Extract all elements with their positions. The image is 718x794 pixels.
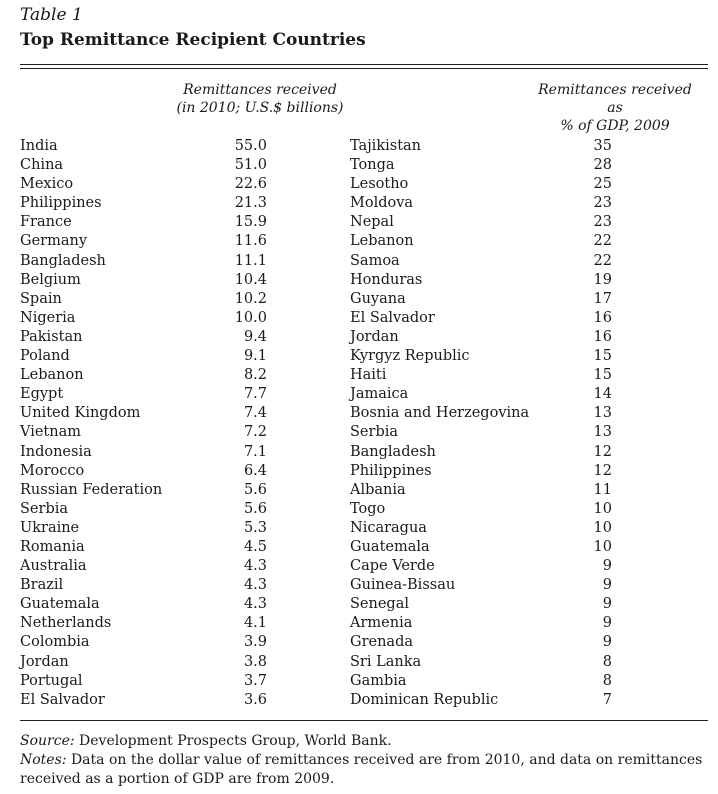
remittances-value: 6.4 <box>243 462 267 479</box>
gdp-share-value: 10 <box>593 500 612 517</box>
country-name-gdp-share: Guatemala <box>350 538 430 555</box>
country-name-remittances: Philippines <box>20 195 102 212</box>
table-row <box>0 519 718 538</box>
country-name-remittances: Indonesia <box>20 443 92 460</box>
table-row <box>0 538 718 557</box>
table-row <box>0 576 718 595</box>
table-row <box>0 653 718 672</box>
table-row <box>0 194 718 213</box>
table-row <box>0 137 718 156</box>
remittances-value: 21.3 <box>234 195 267 212</box>
remittances-value: 5.6 <box>243 500 267 517</box>
country-name-remittances: Russian Federation <box>20 481 163 498</box>
notes-text: Data on the dollar value of remittances received are from 2010, and data on remittances received as a portion of GDP are from 2009. <box>20 752 703 787</box>
remittances-value: 10.2 <box>234 290 267 307</box>
notes-label: Notes: <box>20 752 67 768</box>
remittances-value: 11.6 <box>234 233 267 250</box>
country-name-remittances: United Kingdom <box>20 405 141 422</box>
country-name-gdp-share: Tajikistan <box>350 138 421 154</box>
country-name-gdp-share: Moldova <box>350 195 414 212</box>
country-name-gdp-share: Nepal <box>350 214 394 231</box>
column-header-line: % of GDP, 2009 <box>560 118 670 134</box>
country-name-remittances: Romania <box>20 538 85 555</box>
gdp-share-value: 9 <box>602 615 612 632</box>
country-name-gdp-share: Sri Lanka <box>350 653 422 670</box>
remittances-value: 11.1 <box>234 252 267 269</box>
gdp-share-value: 16 <box>593 309 612 326</box>
gdp-share-value: 7 <box>602 691 612 708</box>
gdp-share-value: 9 <box>602 634 612 651</box>
country-name-gdp-share: Tonga <box>350 157 395 174</box>
remittances-value: 22.6 <box>234 176 267 193</box>
country-name-remittances: China <box>20 157 64 174</box>
gdp-share-value: 14 <box>593 386 612 403</box>
country-name-gdp-share: Serbia <box>350 424 399 441</box>
country-name-gdp-share: Jordan <box>350 328 399 345</box>
remittances-value: 5.6 <box>243 481 267 498</box>
country-name-remittances: Netherlands <box>20 615 112 632</box>
remittances-value: 5.3 <box>243 519 267 536</box>
country-name-gdp-share: Cape Verde <box>350 558 435 575</box>
gdp-share-value: 23 <box>593 195 612 212</box>
gdp-share-value: 13 <box>593 405 612 422</box>
remittances-value: 4.3 <box>243 596 267 613</box>
top-rule <box>20 64 708 65</box>
country-name-remittances: Australia <box>20 558 87 575</box>
country-name-remittances: India <box>20 138 58 154</box>
column-header-line: (in 2010; U.S.$ billions) <box>176 100 344 116</box>
country-name-remittances: Morocco <box>20 462 85 479</box>
table-row <box>0 595 718 614</box>
table-row <box>0 614 718 633</box>
gdp-share-value: 9 <box>602 558 612 575</box>
gdp-share-value: 15 <box>593 348 612 365</box>
country-name-gdp-share: Senegal <box>350 596 409 613</box>
remittances-value: 15.9 <box>234 214 267 231</box>
country-name-gdp-share: Philippines <box>350 462 432 479</box>
gdp-share-value: 10 <box>593 538 612 555</box>
country-name-remittances: Mexico <box>20 176 74 193</box>
country-name-gdp-share: Lesotho <box>350 176 409 193</box>
gdp-share-value: 17 <box>593 290 612 307</box>
remittances-value: 7.2 <box>243 424 267 441</box>
table-row <box>0 672 718 691</box>
remittances-value: 10.0 <box>234 309 267 326</box>
country-name-gdp-share: Haiti <box>350 367 387 384</box>
country-name-gdp-share: Bangladesh <box>350 443 436 460</box>
table-title: Top Remittance Recipient Countries <box>20 30 366 50</box>
country-name-gdp-share: Samoa <box>350 252 400 269</box>
remittances-value: 4.3 <box>243 558 267 575</box>
gdp-share-value: 16 <box>593 328 612 345</box>
gdp-share-value: 28 <box>593 157 612 174</box>
table-row <box>0 366 718 385</box>
column-header-line: Remittances received <box>183 82 337 98</box>
remittances-value: 4.3 <box>243 577 267 594</box>
table-row <box>0 232 718 251</box>
gdp-share-value: 12 <box>593 443 612 460</box>
remittances-value: 3.9 <box>243 634 267 651</box>
gdp-share-value: 22 <box>593 233 612 250</box>
gdp-share-value: 8 <box>602 653 612 670</box>
table-row <box>0 156 718 175</box>
country-name-remittances: Poland <box>20 348 70 365</box>
remittances-value: 7.4 <box>243 405 267 422</box>
country-name-remittances: El Salvador <box>20 691 105 708</box>
remittances-value: 9.1 <box>243 348 267 365</box>
bottom-rule <box>20 720 708 721</box>
country-name-remittances: Ukraine <box>20 519 80 536</box>
table-row <box>0 691 718 710</box>
remittances-value: 7.1 <box>243 443 267 460</box>
table-row <box>0 481 718 500</box>
country-name-remittances: Vietnam <box>20 424 81 441</box>
country-name-gdp-share: Lebanon <box>350 233 414 250</box>
country-name-remittances: Brazil <box>20 577 64 594</box>
country-name-gdp-share: Bosnia and Herzegovina <box>350 405 530 422</box>
country-name-gdp-share: Nicaragua <box>350 519 427 536</box>
country-name-remittances: Colombia <box>20 634 90 651</box>
gdp-share-value: 11 <box>593 481 612 498</box>
country-name-remittances: Belgium <box>20 271 81 288</box>
remittances-value: 4.1 <box>243 615 267 632</box>
gdp-share-value: 35 <box>593 138 612 154</box>
top-rule-double <box>20 68 708 69</box>
remittances-value: 7.7 <box>243 386 267 403</box>
gdp-share-value: 9 <box>602 596 612 613</box>
country-name-remittances: France <box>20 214 72 231</box>
table-row <box>0 328 718 347</box>
table-label: Table 1 <box>20 5 83 25</box>
table-row <box>0 385 718 404</box>
country-name-remittances: Germany <box>20 233 88 250</box>
country-name-gdp-share: Guyana <box>350 290 406 307</box>
column-header-remittances-2010 <box>175 81 345 117</box>
table-row <box>0 290 718 309</box>
table-row <box>0 252 718 271</box>
gdp-share-value: 25 <box>593 176 612 193</box>
country-name-gdp-share: Honduras <box>350 271 423 288</box>
table-row <box>0 404 718 423</box>
country-name-gdp-share: El Salvador <box>350 309 435 326</box>
gdp-share-value: 13 <box>593 424 612 441</box>
gdp-share-value: 9 <box>602 577 612 594</box>
table-row <box>0 175 718 194</box>
gdp-share-value: 19 <box>593 271 612 288</box>
table-row <box>0 309 718 328</box>
table-body <box>0 137 718 710</box>
notes-line <box>20 751 712 789</box>
country-name-gdp-share: Togo <box>350 500 386 517</box>
country-name-gdp-share: Dominican Republic <box>350 691 499 708</box>
country-name-remittances: Nigeria <box>20 309 76 326</box>
gdp-share-value: 22 <box>593 252 612 269</box>
remittances-value: 51.0 <box>234 157 267 174</box>
country-name-gdp-share: Armenia <box>350 615 413 632</box>
country-name-remittances: Bangladesh <box>20 252 106 269</box>
remittances-value: 4.5 <box>243 538 267 555</box>
remittances-value: 8.2 <box>243 367 267 384</box>
gdp-share-value: 12 <box>593 462 612 479</box>
table-row <box>0 557 718 576</box>
column-header-line: Remittances received as <box>538 82 692 116</box>
country-name-gdp-share: Gambia <box>350 672 407 689</box>
country-name-remittances: Portugal <box>20 672 83 689</box>
remittances-value: 55.0 <box>234 138 267 154</box>
source-text: Development Prospects Group, World Bank. <box>74 733 392 749</box>
table-row <box>0 271 718 290</box>
remittances-value: 3.8 <box>243 653 267 670</box>
country-name-remittances: Guatemala <box>20 596 100 613</box>
table-row <box>0 423 718 442</box>
country-name-gdp-share: Grenada <box>350 634 414 651</box>
country-name-remittances: Lebanon <box>20 367 84 384</box>
table-row <box>0 443 718 462</box>
gdp-share-value: 15 <box>593 367 612 384</box>
source-line <box>20 732 712 751</box>
remittances-value: 10.4 <box>234 271 267 288</box>
table-row <box>0 462 718 481</box>
column-header-remittances-gdp <box>530 81 700 135</box>
country-name-remittances: Egypt <box>20 386 64 403</box>
country-name-remittances: Spain <box>20 290 62 307</box>
country-name-gdp-share: Jamaica <box>350 386 409 403</box>
country-name-remittances: Pakistan <box>20 328 83 345</box>
table-row <box>0 500 718 519</box>
table-notes <box>20 732 712 789</box>
remittances-value: 9.4 <box>243 328 267 345</box>
country-name-remittances: Serbia <box>20 500 69 517</box>
gdp-share-value: 23 <box>593 214 612 231</box>
country-name-gdp-share: Albania <box>350 481 406 498</box>
country-name-gdp-share: Kyrgyz Republic <box>350 348 470 365</box>
table-row <box>0 633 718 652</box>
country-name-gdp-share: Guinea-Bissau <box>350 577 456 594</box>
gdp-share-value: 8 <box>602 672 612 689</box>
remittances-value: 3.6 <box>243 691 267 708</box>
source-label: Source: <box>20 733 75 749</box>
country-name-remittances: Jordan <box>20 653 69 670</box>
table-row <box>0 347 718 366</box>
table-row <box>0 213 718 232</box>
gdp-share-value: 10 <box>593 519 612 536</box>
remittances-value: 3.7 <box>243 672 267 689</box>
